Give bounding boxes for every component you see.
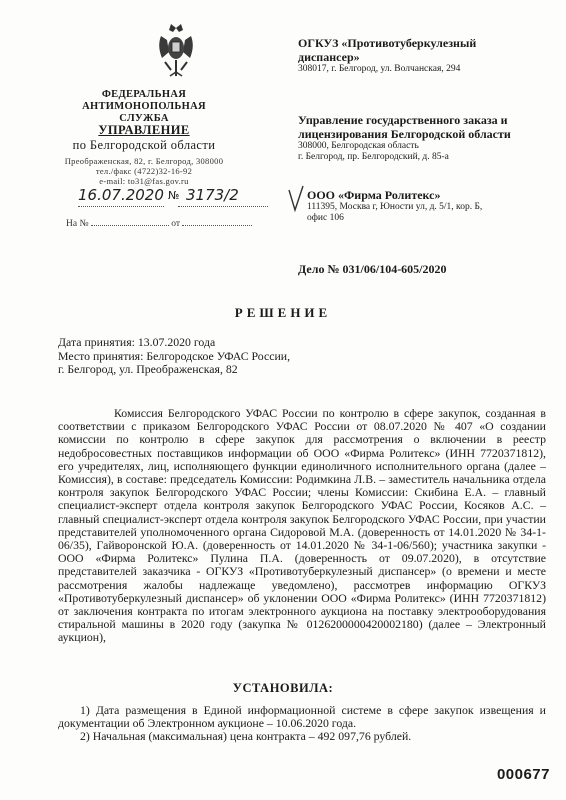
finding-item: 1) Дата размещения в Единой информационной системе в сфере закупок извещения и документации об Электронном аукционе – 10.06.2020 года. bbox=[58, 703, 546, 731]
recipient-1 bbox=[298, 36, 476, 75]
agency-line-1: ФЕДЕРАЛЬНАЯ bbox=[101, 89, 187, 100]
agency-name bbox=[60, 89, 228, 125]
finding-item: 2) Начальная (максимальная) цена контракта – 492 097,76 рублей. bbox=[80, 729, 412, 744]
department-title: УПРАВЛЕНИЕ bbox=[98, 123, 190, 137]
recipient-2 bbox=[298, 113, 511, 163]
body-paragraph-text: Комиссия Белгородского УФАС России по контролю в сфере закупок, созданная в соответствии с приказом Белгородского УФАС России от 08.07.2020 № 407 «О создании комиссии по контролю в сфере закупок для рассмотрения о включении в реестр недобросовестных поставщиков информации об ООО «Фирма Ролитекс» (ИНН 7720371812), его учредителях, лиц, исполняющего функции единоличного исполнительного органа (далее – Комиссия), в составе: председатель Комиссии: Родимкина Л.В. – заместитель начальника отдела контроля закупок Белгородского УФАС России; члены Комиссии: Скибина Е.А. – главный специалист-эксперт отдела контроля закупок Белгородского УФАС России, Косяков А.С. – главный специалист-эксперт отдела контроля закупок Белгородского УФАС России, при участии представителей уполномоченного органа Сидоровой М.А. (доверенность от 14.01.2020 № 34-1-06/35), Гайворонской Ю.А. (доверенность от 14.01.2020 № 34-1-06/560); участника закупки - ООО «Фирма Ролитекс» Пулина П.А. (доверенность от 09.07.2020), в отсутствие представителей заказчика - ОГКУЗ «Противотуберкулезный диспансер» (о времени и месте рассмотрения жалобы надлежаще уведомлено), рассмотрев информацию ОГКУЗ «Противотуберкулезный диспансер» об уклонении ООО «Фирма Ролитекс» (ИНН 7720371812) от заключения контракта по итогам электронного аукциона на поставку электрооборудования стиральной машины в 2020 году (закупка № 0126200000420002180) (далее – Электронный аукцион), bbox=[58, 406, 546, 645]
number-separator: № bbox=[168, 189, 180, 202]
recipient-1-name: ОГКУЗ «Противотуберкулезный bbox=[298, 36, 477, 50]
page-number: 000677 bbox=[496, 766, 550, 783]
document-heading: РЕШЕНИЕ bbox=[234, 305, 332, 320]
sender-email: e-mail: to31@fas.gov.ru bbox=[99, 176, 189, 186]
recipient-3-name: ООО «Фирма Ролитекс» bbox=[307, 188, 441, 202]
handwritten-number: 3173/2 bbox=[186, 186, 239, 204]
department-block bbox=[60, 123, 228, 153]
recipient-3-address-2: офис 106 bbox=[307, 213, 344, 223]
findings-list bbox=[58, 704, 546, 744]
sender-contacts bbox=[60, 156, 228, 186]
recipient-2-name: Управление государственного заказа и bbox=[298, 113, 508, 127]
recipient-1-name-2: диспансер» bbox=[298, 50, 360, 64]
outgoing-number-line bbox=[78, 186, 268, 212]
established-heading: УСТАНОВИЛА: bbox=[232, 681, 334, 695]
agency-line-2: АНТИМОНОПОЛЬНАЯ СЛУЖБА bbox=[82, 101, 206, 124]
handwritten-date: 16.07.2020 bbox=[78, 186, 164, 204]
decision-date: Дата принятия: 13.07.2020 года bbox=[58, 335, 216, 349]
coat-of-arms-emblem bbox=[153, 22, 199, 80]
recipient-2-name-2: лицензирования Белгородской области bbox=[298, 127, 511, 141]
decision-place-2: г. Белгород, ул. Преображенская, 82 bbox=[58, 362, 238, 376]
department-region: по Белгородской области bbox=[72, 138, 216, 152]
sender-address: Преображенская, 82, г. Белгород, 308000 bbox=[64, 156, 224, 166]
case-number: Дело № 031/06/104-605/2020 bbox=[298, 262, 447, 276]
decision-place: Место принятия: Белгородское УФАС России, bbox=[58, 348, 291, 363]
recipient-1-address: 308017, г. Белгород, ул. Волчанская, 294 bbox=[298, 64, 461, 74]
decision-meta bbox=[58, 336, 290, 377]
ref-number-from: от bbox=[171, 219, 181, 229]
sender-phone: тел./факс (4722)32-16-92 bbox=[95, 166, 193, 176]
recipient-3-address: 111395, Москва г, Юности ул, д. 5/1, кор. Б, bbox=[307, 202, 483, 212]
checkmark-icon bbox=[287, 184, 305, 214]
recipient-3 bbox=[307, 188, 482, 224]
reference-number-line bbox=[66, 219, 256, 229]
ref-number-prefix: На № bbox=[66, 219, 89, 229]
body-paragraph bbox=[58, 407, 546, 645]
recipient-2-address: 308000, Белгородская область bbox=[298, 141, 419, 151]
recipient-2-address-2: г. Белгород, пр. Белгородский, д. 85-а bbox=[298, 152, 449, 162]
